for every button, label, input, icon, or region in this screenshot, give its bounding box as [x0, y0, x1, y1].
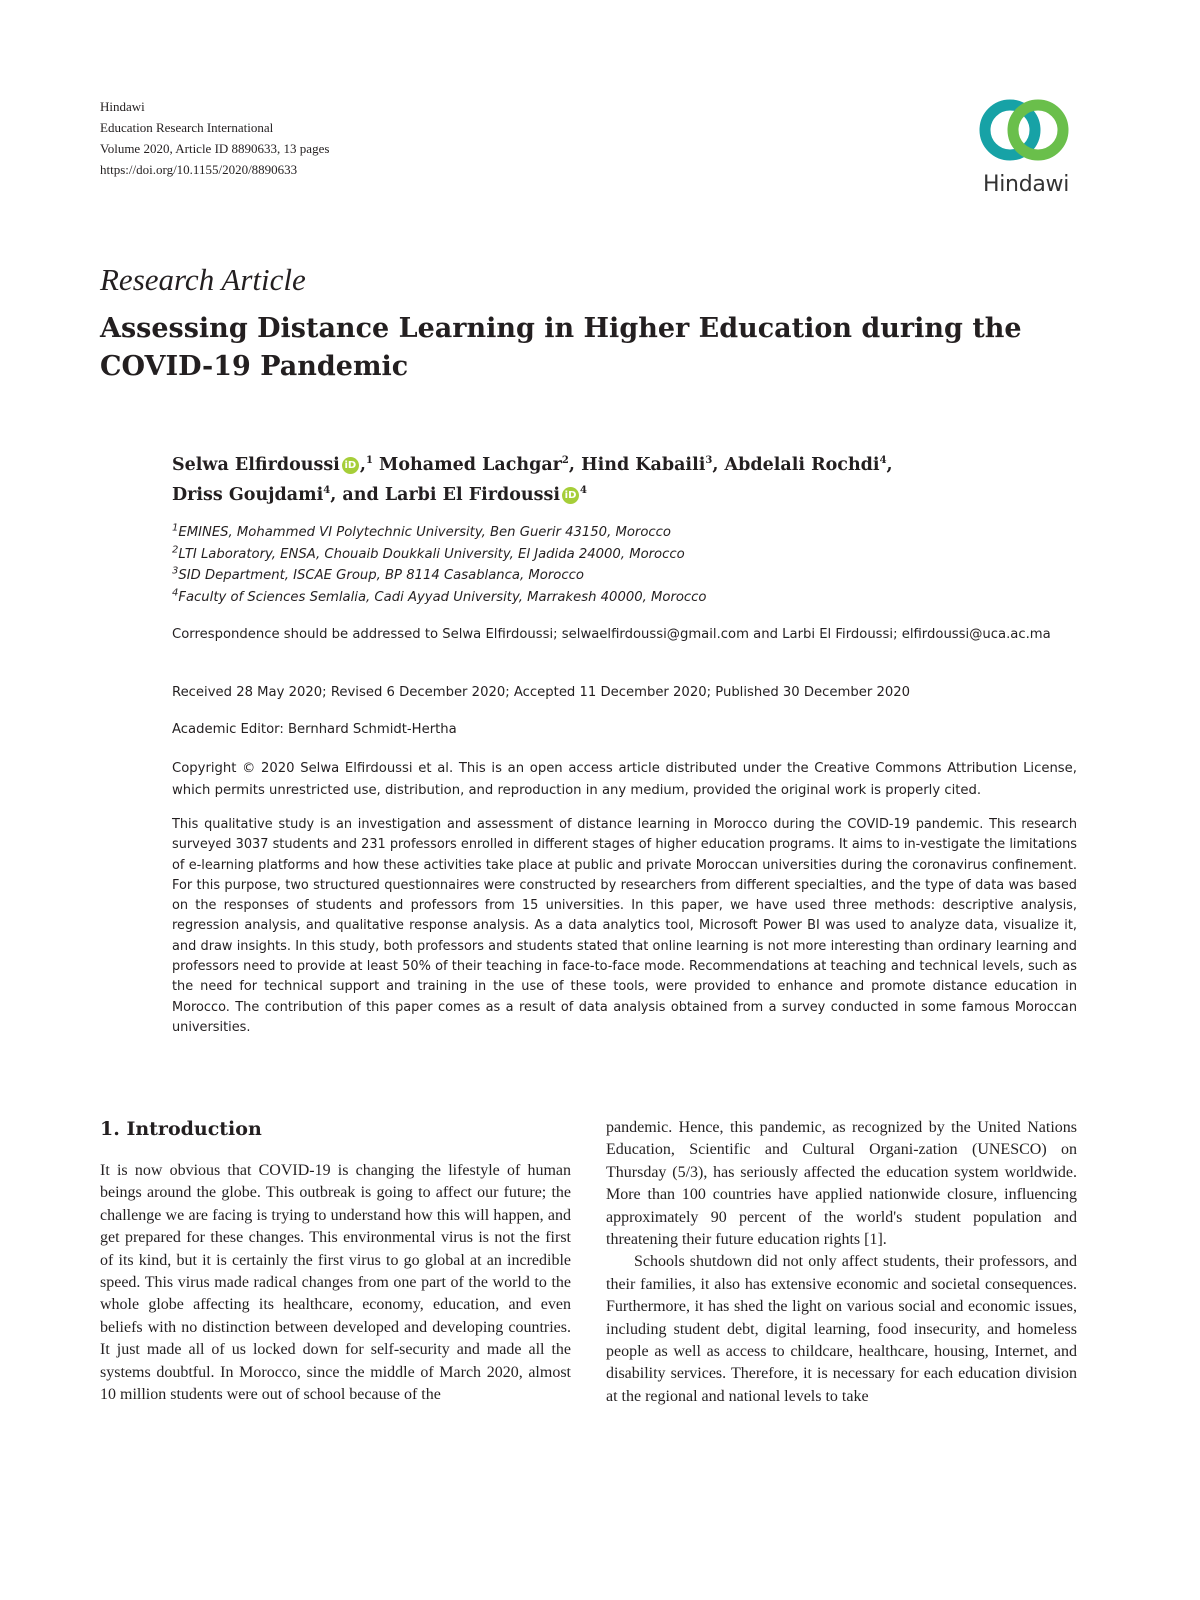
affiliation-item: $^3$SID Department, ISCAE Group, BP 8114 Casablanca, Morocco	[172, 565, 584, 583]
abstract: This qualitative study is an investigation and assessment of distance learning in Morocco during the COVID-19 pandemic. This research surveyed 3037 students and 231 professors enrolled in different stages of higher education programs. It aims to in-vestigate the limitations of e-learning platforms and how these activities take place at public and private Moroccan universities during the coronavirus confinement. For this purpose, two structured questionnaires were constructed by researchers from different specialties, and the type of data was based on the responses of students and professors from 15 universities. In this paper, we have used three methods: descriptive analysis, regression analysis, and qualitative response analysis. As a data analytics tool, Microsoft Power BI was used to analyze data, visualize it, and draw insights. In this study, both professors and students stated that online learning is not more interesting than ordinary learning and professors need to provide at least 50% of their teaching in face-to-face mode. Recommendations at teaching and technical levels, such as the need for technical support and training in the use of these tools, were provided to enhance and promote distance education in Morocco. The contribution of this paper comes as a result of data analysis obtained from a survey conducted in some famous Moroccan universities.	[172, 817, 1077, 1035]
author-name: and Larbi El Firdoussi	[342, 485, 561, 505]
article-type: Research Article	[100, 262, 306, 297]
affiliation-item: $^1$EMINES, Mohammed VI Polytechnic University, Ben Guerir 43150, Morocco	[172, 522, 671, 540]
intro-paragraph-2: Schools shutdown did not only affect students, their professors, and their families, it also has extensive economic and societal consequences. Furthermore, it has shed the light on various social and economic issues, including student debt, digital learning, food insecurity, and homeless people as well as access to childcare, healthcare, housing, Internet, and disability services. Therefore, it is necessary for each education division at the regional and national levels to take	[606, 1253, 1077, 1405]
author-name: Mohamed Lachgar	[379, 455, 562, 475]
article-title: Assessing Distance Learning in Higher Education during the COVID-19 Pandemic	[100, 313, 1022, 382]
intro-paragraph-continued: pandemic. Hence, this pandemic, as recognized by the United Nations Education, Scientific and Cultural Organi-zation (UNESCO) on Thursday (5/3), has seriously affected the education system worldwide. More than 100 countries have applied nationwide closure, influencing approximately 90 percent of the world's student population and threatening their future education rights [1].	[606, 1119, 1077, 1249]
author-name: Selwa Elfirdoussi	[172, 455, 340, 475]
intro-paragraph: It is now obvious that COVID-19 is changing the lifestyle of human beings around the globe. This outbreak is going to affect our future; the challenge we are facing is trying to understand how this will happen, and get prepared for these changes. This environmental virus is not the first of its kind, but it is certainly the first virus to go global at an incredible speed. This virus made radical changes from one part of the world to the whole globe affecting its healthcare, economy, education, and even beliefs with no distinction between developed and developing countries. It just made all of us locked down for self-security and made all the systems doubtful. In Morocco, since the middle of March 2020, almost 10 million students were out of school because of the	[100, 1162, 571, 1404]
correspondence: Correspondence should be addressed to Selwa Elfirdoussi; selwaelfirdoussi@gmail.com and Larbi El Firdoussi; elfirdoussi@uca.ac.ma	[172, 627, 1051, 642]
doi-link[interactable]: https://doi.org/10.1155/2020/8890633	[100, 162, 298, 177]
hindawi-logo-text: Hindawi	[983, 172, 1070, 197]
academic-editor: Academic Editor: Bernhard Schmidt-Hertha	[172, 722, 457, 737]
affiliation-marker: 3	[705, 455, 713, 467]
affiliation-marker: 4	[580, 485, 587, 497]
affiliation-item: $^4$Faculty of Sciences Semlalia, Cadi Ayyad University, Marrakesh 40000, Morocco	[172, 587, 707, 605]
publisher-name: Hindawi	[100, 99, 145, 114]
volume-info: Volume 2020, Article ID 8890633, 13 pages	[100, 141, 330, 156]
affiliation-list	[172, 522, 707, 608]
publication-dates: Received 28 May 2020; Revised 6 December 2020; Accepted 11 December 2020; Published 30 December 2020	[172, 685, 911, 700]
copyright-notice: Copyright © 2020 Selwa Elfirdoussi et al. This is an open access article distributed under the Creative Commons Attribution License, which permits unrestricted use, distribution, and reproduction in any medium, provided the original work is properly cited.	[172, 761, 1077, 798]
journal-header	[100, 96, 329, 180]
affiliation-marker: 2	[561, 455, 569, 467]
orcid-icon[interactable]: iD	[342, 457, 359, 474]
affiliation-item: $^2$LTI Laboratory, ENSA, Chouaib Doukkali University, El Jadida 24000, Morocco	[172, 544, 685, 562]
author-name: Abdelali Rochdi	[724, 455, 880, 475]
affiliation-marker: 1	[365, 455, 373, 467]
journal-name: Education Research International	[100, 120, 274, 135]
author-name: Driss Goujdami	[172, 485, 324, 505]
affiliation-marker: 4	[323, 485, 331, 497]
orcid-icon[interactable]: iD	[562, 487, 579, 504]
left-column	[100, 1160, 571, 1406]
affiliation-marker: 4	[879, 455, 887, 467]
section-heading: 1. Introduction	[100, 1118, 262, 1140]
author-name: Hind Kabaili	[581, 455, 706, 475]
author-list: Selwa Elfirdoussi iD ,$^1$ Mohamed Lachgar$^2$, Hind Kabaili$^3$, Abdelali Rochdi$^4$, Driss Goujdami$^4$, and Larbi El Firdoussi iD $^4$	[172, 455, 893, 505]
right-column	[606, 1117, 1077, 1408]
